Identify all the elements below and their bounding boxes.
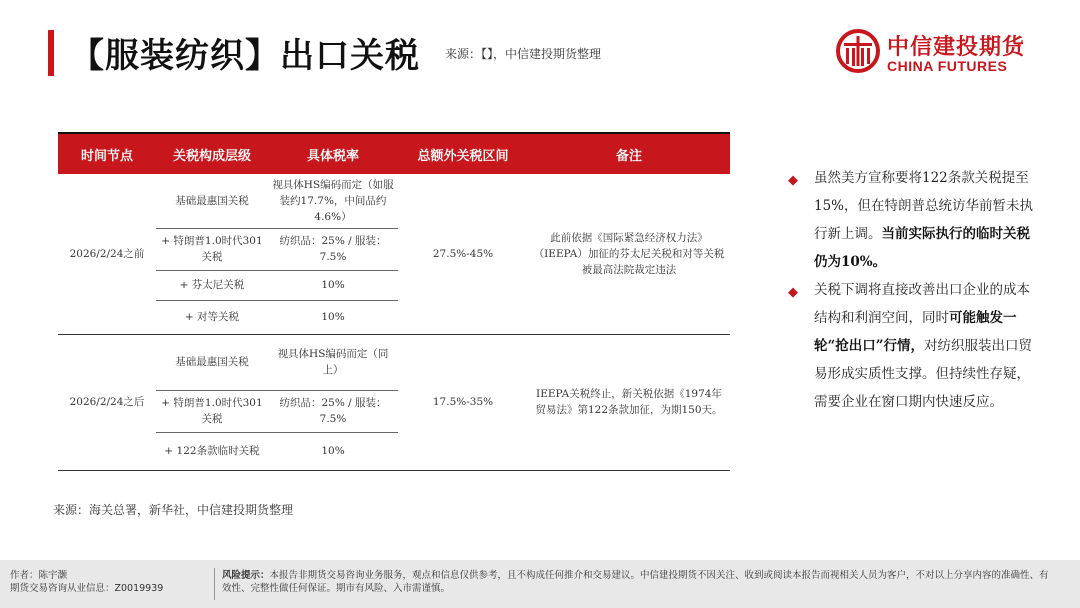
title-accent-bar: [48, 30, 54, 76]
china-futures-logo-icon: [835, 28, 881, 74]
bullet-item: [788, 164, 1038, 276]
license-number: 期货交易咨询从业信息：Z0019939: [10, 583, 164, 594]
tariff-table: [58, 132, 730, 471]
rate-cell: 视具体HS编码而定（如服装约17.7%，中间品约4.6%）: [268, 174, 398, 228]
company-logo: [835, 28, 1035, 78]
note-cell: IEEPA关税终止，新关税依据《1974年贸易法》第122条款加征，为期150天。: [528, 334, 730, 470]
header-layer: 关税构成层级: [156, 133, 268, 174]
rate-cell: 视具体HS编码而定（同上）: [268, 334, 398, 390]
layer-cell: 基础最惠国关税: [156, 174, 268, 228]
footer: [0, 560, 1080, 608]
risk-text: 本报告非期货交易咨询业务服务，观点和信息仅供参考，且不构成任何推介和交易建议。中信建投期货不因关注、收到或阅读本报告而视相关人员为客户，不对以上分享内容的准确性、有效性、完整性做任何保证。期市有风险、入市需谨慎。: [222, 570, 1049, 594]
bullet-text: 虽然美方宣称要将122条款关税提至15%，但在特朗普总统访华前暂未执行新上调。: [814, 170, 1034, 242]
logo-english-name: CHINA FUTURES: [887, 58, 1008, 74]
bullet-text: 对纺织服装出口贸易形成实质性支撑。但持续性存疑，需要企业在窗口期内快速反应。: [814, 338, 1033, 410]
layer-cell: + 芬太尼关税: [156, 270, 268, 300]
layer-cell: + 122条款临时关税: [156, 432, 268, 470]
rate-cell: 纺织品：25% / 服装：7.5%: [268, 228, 398, 270]
rate-cell: 纺织品：25% / 服装：7.5%: [268, 390, 398, 432]
diamond-bullet-icon: ◆: [788, 173, 798, 188]
table-row: [58, 174, 730, 228]
bullet-text: 关税下调将直接改善出口企业的成本结构和利润空间，同时: [814, 282, 1030, 326]
logo-chinese-name: 中信建投期货: [887, 35, 1026, 60]
layer-cell: + 对等关税: [156, 300, 268, 334]
header-time: 时间节点: [58, 133, 156, 174]
commentary-bullets: [788, 164, 1038, 416]
footer-divider: [214, 568, 215, 600]
page-title: 【服装纺织】出口关税: [70, 36, 420, 76]
table-row: [58, 334, 730, 390]
layer-cell: 基础最惠国关税: [156, 334, 268, 390]
table-header-row: [58, 133, 730, 174]
table-source: 来源：海关总署，新华社，中信建投期货整理: [53, 503, 294, 517]
layer-cell: + 特朗普1.0时代301关税: [156, 390, 268, 432]
author-info: [10, 569, 163, 595]
range-cell: 27.5%-45%: [398, 174, 528, 334]
header-range: 总额外关税区间: [398, 133, 528, 174]
rate-cell: 10%: [268, 270, 398, 300]
time-cell: 2026/2/24之后: [58, 334, 156, 470]
layer-cell: + 特朗普1.0时代301关税: [156, 228, 268, 270]
bullet-item: [788, 276, 1038, 416]
risk-label: 风险提示：: [222, 570, 270, 581]
range-cell: 17.5%-35%: [398, 334, 528, 470]
bullet-bold-text: 可能触发一轮“抢出口”行情，: [814, 310, 1017, 354]
time-cell: 2026/2/24之前: [58, 174, 156, 334]
rate-cell: 10%: [268, 300, 398, 334]
header-rate: 具体税率: [268, 133, 398, 174]
author-name: 作者：陈宇灏: [10, 570, 68, 581]
rate-cell: 10%: [268, 432, 398, 470]
header-note: 备注: [528, 133, 730, 174]
header-source: 来源：【】，中信建投期货整理: [445, 47, 602, 61]
diamond-bullet-icon: ◆: [788, 285, 798, 300]
note-cell: 此前依据《国际紧急经济权力法》（IEEPA）加征的芬太尼关税和对等关税被最高法院裁定违法: [528, 174, 730, 334]
bullet-bold-text: 当前实际执行的临时关税仍为10%。: [814, 226, 1030, 270]
risk-disclaimer: [222, 569, 1052, 595]
